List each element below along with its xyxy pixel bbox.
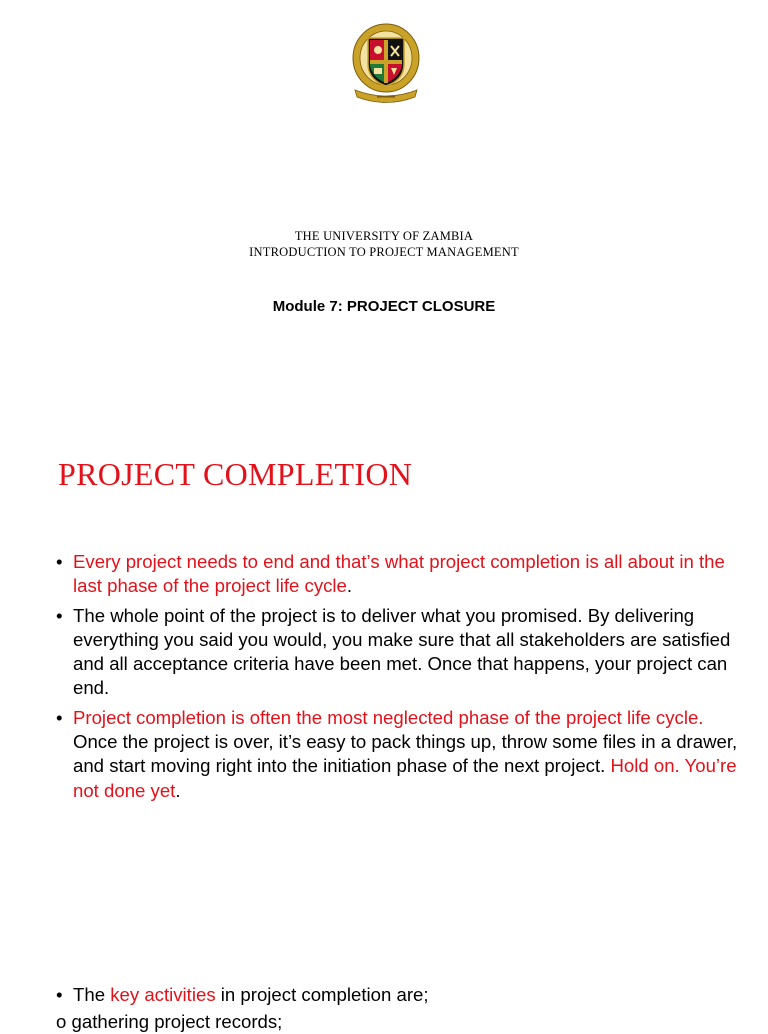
- module-name: PROJECT CLOSURE: [346, 298, 496, 315]
- key-activities-item: [56, 983, 746, 1007]
- key-activities-prefix: The: [73, 984, 111, 1005]
- bullet-dot: •: [56, 984, 63, 1005]
- sub-item-gathering-records: o gathering project records;: [56, 1011, 283, 1032]
- bullet-dot: •: [56, 604, 63, 626]
- bullet-list: [56, 550, 746, 808]
- bullet-text: .: [346, 575, 353, 597]
- bullet-text-highlight: Project completion is often the most neglected phase of the project life cycle.: [73, 706, 704, 728]
- university-name: THE UNIVERSITY OF ZAMBIA: [294, 229, 474, 243]
- bullet-text: .: [175, 779, 181, 801]
- bullet-text-highlight: Hold on. You’re not done yet: [73, 755, 737, 801]
- list-item: [56, 706, 746, 803]
- key-activities-highlight: key activities: [110, 984, 216, 1005]
- bullet-text: The whole point of the project is to deliver what you promised. By delivering everything you said you would, you make sure that all stakeholders are satisfied and all acceptance criteria have been met. Once that happens, your project can end.: [73, 604, 731, 699]
- key-activities-suffix: in project completion are;: [215, 984, 429, 1005]
- bullet-text: Once the project is over, it’s easy to pack things up, throw some files in a drawer, and start moving right into the initiation phase of the next project.: [73, 731, 738, 777]
- bullet-text-highlight: Every project needs to end and that’s what project completion is all about in the last phase of the project life cycle: [73, 551, 725, 597]
- section-heading: PROJECT COMPLETION: [58, 456, 413, 492]
- list-item: [56, 604, 746, 701]
- module-title: [0, 298, 768, 315]
- module-prefix: Module 7:: [272, 298, 347, 315]
- bullet-dot: •: [56, 706, 63, 728]
- bullet-dot: •: [56, 551, 63, 572]
- list-item: [56, 550, 746, 599]
- university-crest-logo: [351, 22, 421, 104]
- course-title: INTRODUCTION TO PROJECT MANAGEMENT: [249, 245, 519, 259]
